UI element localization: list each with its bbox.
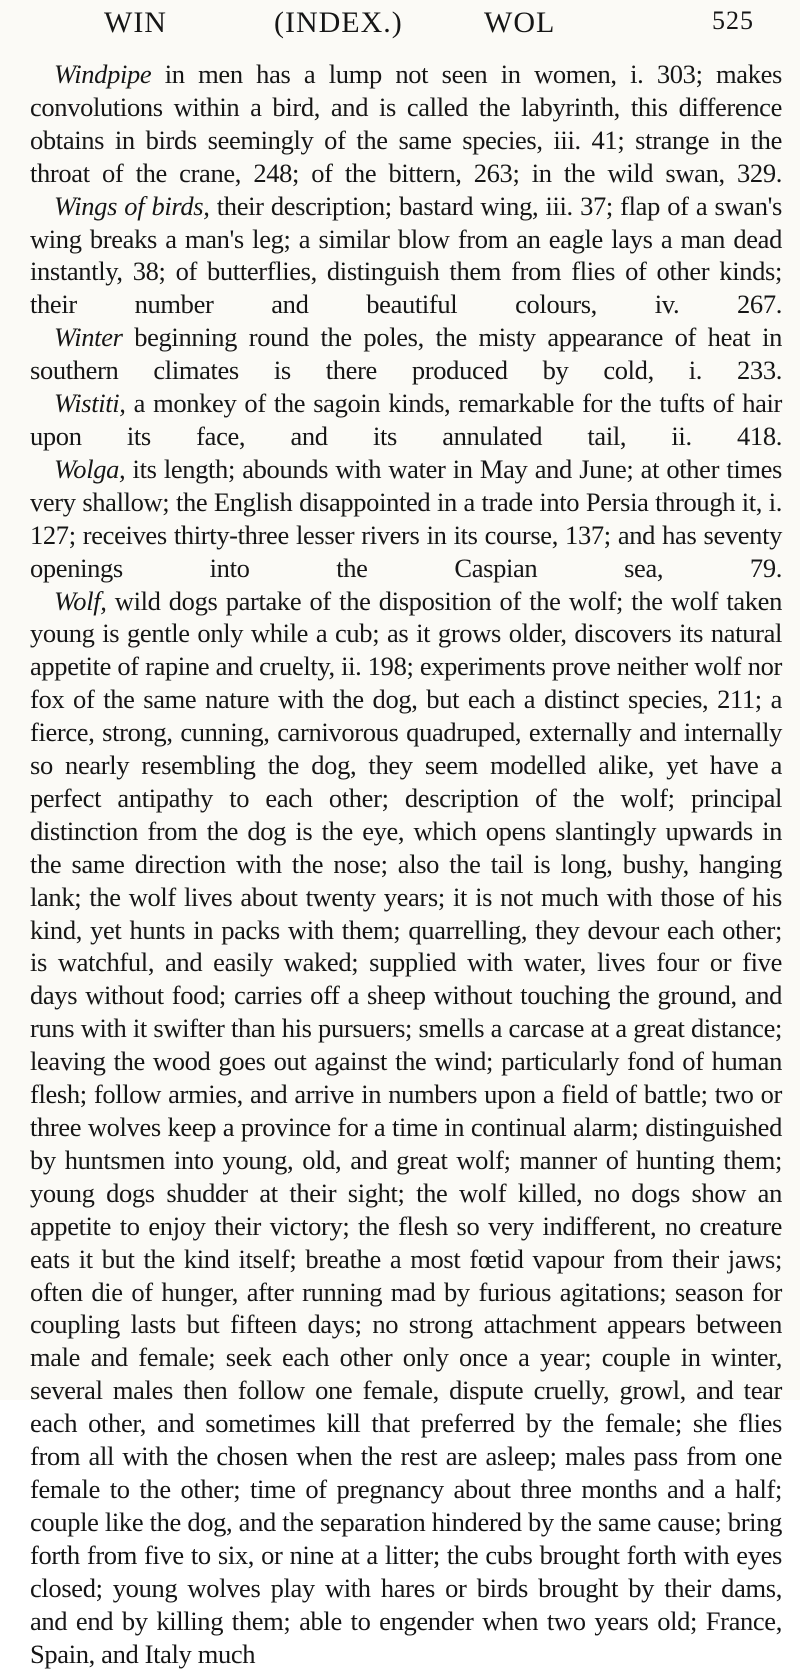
index-entry-wistiti (30, 387, 782, 453)
entry-text: a monkey of the sagoin kinds, remarkable for the tufts of hair upon its face, and its annulated tail, ii. 418. (30, 388, 782, 451)
index-entries (30, 58, 782, 1670)
entry-headword: Winter (54, 322, 123, 352)
index-entry-wolf (30, 585, 782, 1670)
entry-text: beginning round the poles, the misty appearance of heat in southern climates is there produced by cold, i. 233. (30, 322, 782, 385)
running-head-right: WOL (484, 6, 555, 40)
entry-text: wild dogs partake of the disposition of the wolf; the wolf taken young is gentle only while a cub; as it grows older, discovers its natural appetite of rapine and cruelty, ii. 198; experiments prove neither wolf nor fox of the same nature with the dog, but each a distinct species, 211; a fierce, strong, cunning, carnivorous quadruped, externally and internally so nearly resembling the dog, they seem modelled alike, yet have a perfect antipathy to each other; description of the wolf; principal distinction from the dog is the eye, which opens slantingly upwards in the same direction with the nose; also the tail is long, bushy, hanging lank; the wolf lives about twenty years; it is not much with those of his kind, yet hunts in packs with them; quarrelling, they devour each other; is watchful, and easily waked; supplied with water, lives four or five days without food; carries off a sheep without touching the ground, and runs with it swifter than his pursuers; smells a carcase at a great distance; leaving the wood goes out against the wind; particularly fond of human flesh; follow armies, and arrive in numbers upon a field of battle; two or three wolves keep a province for a time in continual alarm; distinguished by huntsmen into young, old, and great wolf; manner of hunting them; young dogs shudder at their sight; the wolf killed, no dogs show an appetite to enjoy their victory; the flesh so very indifferent, no creature eats it but the kind itself; breathe a most fœtid vapour from their jaws; often die of hunger, after running mad by furious agitations; season for coupling lasts but fifteen days; no strong attachment appears between male and female; seek each other only once a year; couple in winter, several males then follow one female, dispute cruelly, growl, and tear each other, and sometimes kill that preferred by the female; she flies from all with the chosen when the rest are asleep; males pass from one female to the other; time of pregnancy about three months and a half; couple like the dog, and the separation hindered by the same cause; bring forth from five to six, or nine at a litter; the cubs brought forth with eyes closed; young wolves play with hares or birds brought by their dams, and end by killing them; able to engender when two years old; France, Spain, and Italy much (30, 586, 782, 1669)
index-entry-winter (30, 321, 782, 387)
running-head-left: WIN (104, 6, 167, 40)
running-head-center: (INDEX.) (274, 6, 403, 40)
running-head (104, 6, 754, 60)
entry-text: their description; bastard wing, iii. 37; flap of a swan's wing breaks a man's leg; a similar blow from an eagle lays a man dead instantly, 38; of butterflies, distinguish them from flies of other kinds; their number and beautiful colours, iv. 267. (30, 191, 782, 320)
entry-headword: Windpipe (54, 59, 151, 89)
entry-text: its length; abounds with water in May and June; at other times very shallow; the English disappointed in a trade into Persia through it, i. 127; receives thirty-three lesser rivers in its course, 137; and has seventy openings into the Caspian sea, 79. (30, 454, 782, 583)
entry-text: in men has a lump not seen in women, i. 303; makes convolutions within a bird, and is called the labyrinth, this difference obtains in birds seemingly of the same species, iii. 41; strange in the throat of the crane, 248; of the bittern, 263; in the wild swan, 329. (30, 59, 782, 188)
index-entry-wolga (30, 453, 782, 585)
entry-headword: Wistiti, (54, 388, 126, 418)
entry-headword: Wolga, (54, 454, 125, 484)
index-entry-wings (30, 190, 782, 322)
page-number: 525 (712, 6, 754, 36)
entry-headword: Wolf, (54, 586, 107, 616)
entry-headword: Wings of birds, (54, 191, 210, 221)
index-entry-windpipe (30, 58, 782, 190)
